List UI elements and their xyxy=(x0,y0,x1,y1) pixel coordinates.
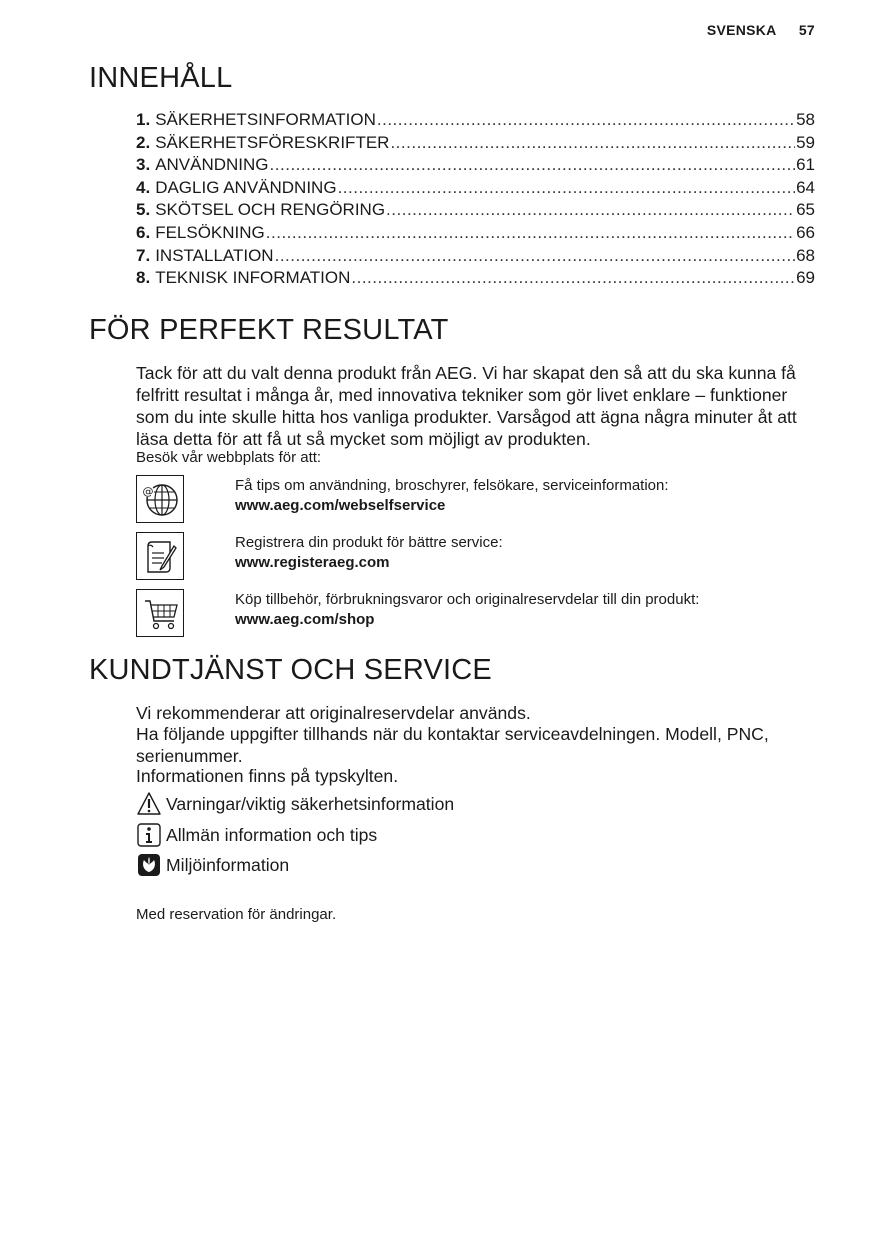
toc-leader-dots xyxy=(390,133,795,153)
visit-website-text: Besök vår webbplats för att: xyxy=(136,449,322,466)
toc-entry-number: 4. xyxy=(136,177,151,197)
service-section-title: KUNDTJÄNST OCH SERVICE xyxy=(89,654,492,686)
toc-entry[interactable] xyxy=(136,178,815,201)
toc-entry[interactable] xyxy=(136,223,815,246)
globe-at-icon xyxy=(136,475,184,523)
resource-webselfservice xyxy=(136,475,816,525)
service-text-line: Vi rekommenderar att originalreservdelar används. xyxy=(136,703,531,723)
table-of-contents xyxy=(136,110,815,291)
resource-url-link[interactable]: www.aeg.com/webselfservice xyxy=(235,497,446,514)
toc-entry[interactable] xyxy=(136,268,815,291)
toc-title: INNEHÅLL xyxy=(89,62,233,94)
toc-entry-number: 3. xyxy=(136,155,151,175)
resource-register xyxy=(136,532,816,582)
toc-leader-dots xyxy=(266,223,795,243)
toc-entry-label: DAGLIG ANVÄNDNING xyxy=(155,177,337,197)
toc-entry-label: TEKNISK INFORMATION xyxy=(155,268,351,288)
toc-leader-dots xyxy=(275,246,795,266)
reservation-note: Med reservation för ändringar. xyxy=(136,906,337,923)
toc-entry[interactable] xyxy=(136,246,815,269)
toc-entry-label: ANVÄNDNING xyxy=(155,155,269,175)
toc-entry-number: 2. xyxy=(136,132,151,152)
legend-label: Allmän information och tips xyxy=(166,824,378,845)
page-number: 57 xyxy=(798,22,815,38)
resource-description: Köp tillbehör, förbrukningsvaror och originalreservdelar till din produkt: xyxy=(235,591,700,608)
warning-icon xyxy=(136,791,162,817)
resource-description: Få tips om användning, broschyrer, felsökare, serviceinformation: xyxy=(235,477,669,494)
resource-url-link[interactable]: www.registeraeg.com xyxy=(235,554,390,571)
toc-entry-label: SKÖTSEL OCH RENGÖRING xyxy=(155,200,386,220)
toc-entry[interactable] xyxy=(136,155,815,178)
register-form-icon xyxy=(136,532,184,580)
result-intro-text: Tack för att du valt denna produkt från AEG. Vi har skapat den så att du ska kunna få felfritt resultat i många år, med innovativa tekniker som gör livet enklare – funktioner som du inte skulle hitta hos vanliga produkter. Varsågod att ägna några minuter åt att läsa detta för att få ut så mycket som möjligt av produkten. xyxy=(136,363,797,449)
legend-label: Varningar/viktig säkerhetsinformation xyxy=(166,793,455,814)
svg-text:@: @ xyxy=(142,485,154,498)
toc-entry-number: 1. xyxy=(136,110,151,129)
toc-entry-label: INSTALLATION xyxy=(155,245,274,265)
service-text-line: Informationen finns på typskylten. xyxy=(136,766,399,786)
toc-leader-dots xyxy=(270,155,796,175)
toc-entry-page: 61 xyxy=(796,155,815,175)
toc-entry[interactable] xyxy=(136,133,815,156)
toc-entry-label: SÄKERHETSINFORMATION xyxy=(155,110,376,129)
toc-entry-page: 59 xyxy=(796,132,815,152)
toc-entry-number: 8. xyxy=(136,268,151,288)
environment-icon xyxy=(136,852,162,878)
toc-entry-number: 5. xyxy=(136,200,151,220)
toc-entry-page: 58 xyxy=(796,110,815,129)
toc-leader-dots xyxy=(377,110,795,130)
toc-entry-page: 69 xyxy=(796,268,815,288)
toc-entry-number: 6. xyxy=(136,222,151,242)
legend-label: Miljöinformation xyxy=(166,854,290,875)
legend-info xyxy=(136,822,377,848)
language-label: SVENSKA xyxy=(706,22,777,38)
legend-environment xyxy=(136,852,289,878)
toc-leader-dots xyxy=(338,178,796,198)
toc-entry-label: SÄKERHETSFÖRESKRIFTER xyxy=(155,132,390,152)
toc-entry-page: 66 xyxy=(796,222,815,242)
toc-entry[interactable] xyxy=(136,200,815,223)
toc-entry-page: 64 xyxy=(796,177,815,197)
resource-shop xyxy=(136,589,816,639)
toc-leader-dots xyxy=(351,268,795,288)
toc-entry[interactable] xyxy=(136,110,815,133)
result-section-title: FÖR PERFEKT RESULTAT xyxy=(89,314,449,346)
toc-entry-label: FELSÖKNING xyxy=(155,222,265,242)
resource-description: Registrera din produkt för bättre service: xyxy=(235,534,503,551)
toc-entry-page: 68 xyxy=(796,245,815,265)
resource-url-link[interactable]: www.aeg.com/shop xyxy=(235,611,375,628)
service-text-line: Ha följande uppgifter tillhands när du kontaktar serviceavdelningen. Modell, PNC, serienummer. xyxy=(136,724,769,766)
legend-warning xyxy=(136,791,454,817)
toc-entry-number: 7. xyxy=(136,245,151,265)
toc-leader-dots xyxy=(386,200,795,220)
info-icon xyxy=(136,822,162,848)
shopping-cart-icon xyxy=(136,589,184,637)
toc-entry-page: 65 xyxy=(796,200,815,220)
page-header xyxy=(707,22,815,38)
